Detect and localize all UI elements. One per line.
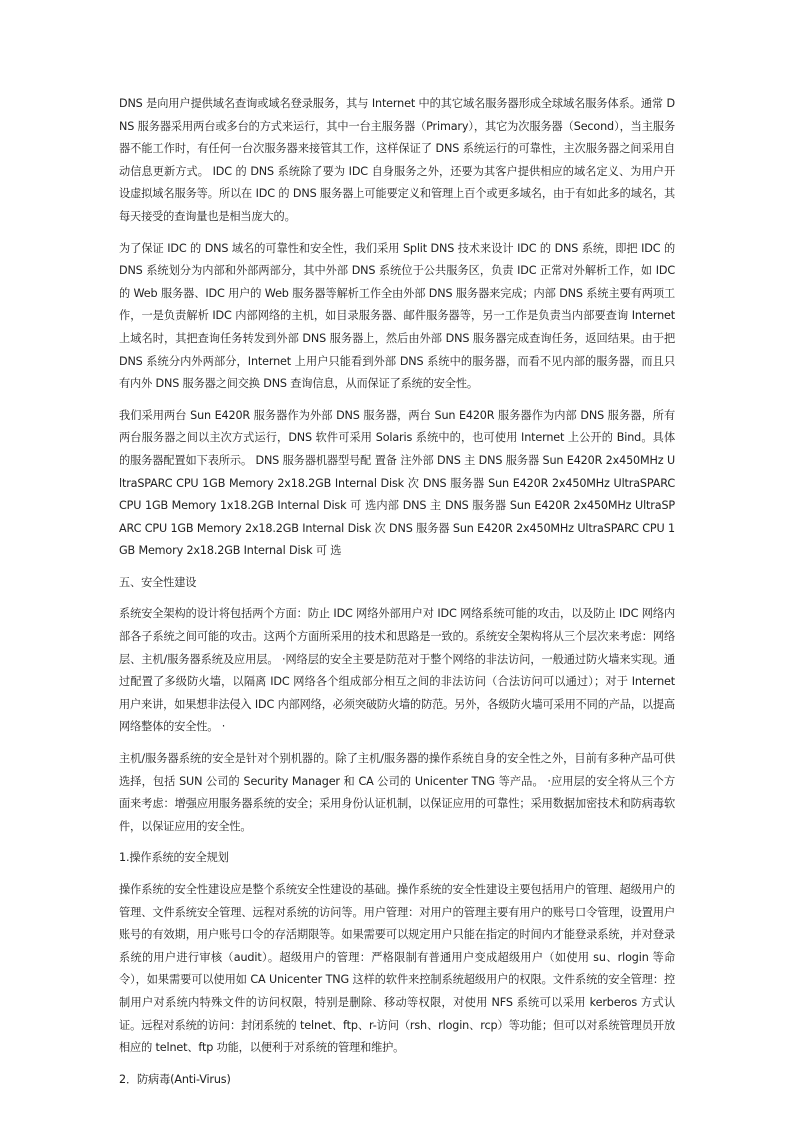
- security-architecture-paragraph: 系统安全架构的设计将包括两个方面：防止 IDC 网络外部用户对 IDC 网络系统可能的攻击，以及防止 IDC 网络内部各子系统之间可能的攻击。这两个方面所采用的技术和思路是一致的。系统安全架构将从三个层次来考虑：网络层、主机/服务器系统及应用层。 ·网络层的安全主要是防范对于整个网络的非法访问，一般通过防火墙来实现。通过配置了多级防火墙，以隔离 IDC 网络各个组成部分相互之间的非法访问（合法访问可以通过）；对于 Internet 用户来讲，如果想非法侵入 IDC 内部网络，必须突破防火墙的防范。另外，各级防火墙可采用不同的产品，以提高网络整体的安全性。 ·: [119, 607, 675, 734]
- anti-virus-subsection-title: 2．防病毒(Anti-Virus): [119, 1072, 231, 1086]
- os-security-subsection-title: 1.操作系统的安全规划: [119, 851, 229, 865]
- split-dns-paragraph: 为了保证 IDC 的 DNS 域名的可靠性和安全性，我们采用 Split DNS 技术来设计 IDC 的 DNS 系统，即把 IDC 的 DNS 系统划分为内部和外部两部分，其中外部 DNS 系统位于公共服务区，负责 IDC 正常对外解析工作，如 IDC 的 Web 服务器、IDC 用户的 Web 服务器等解析工作全由外部 DNS 服务器来完成；内部 DNS 系统主要有两项工作，一是负责解析 IDC 内部网络的主机，如目录服务器、邮件服务器等，另一工作是负责当内部要查询 Internet 上域名时，其把查询任务转发到外部 DNS 服务器上，然后由外部 DNS 服务器完成查询任务，返回结果。由于把 DNS 系统分内外两部分，Internet 上用户只能看到外部 DNS 系统中的服务器，而看不见内部的服务器，而且只有内外 DNS 服务器之间交换 DNS 查询信息，从而保证了系统的安全性。: [119, 241, 675, 391]
- document-page: [119, 93, 675, 1100]
- security-section-title: 五、安全性建设: [119, 575, 197, 589]
- dns-intro-paragraph: DNS 是向用户提供域名查询或域名登录服务，其与 Internet 中的其它域名服务器形成全球域名服务体系。通常 DNS 服务器采用两台或多台的方式来运行，其中一台主服务器（Primary），其它为次服务器（Second），当主服务器不能工作时，有任何一台次服务器来接管其工作，这样保证了 DNS 系统运行的可靠性，主次服务器之间采用自动信息更新方式。 IDC 的 DNS 系统除了要为 IDC 自身服务之外，还要为其客户提供相应的域名定义、为用户开设虚拟域名服务等。所以在 IDC 的 DNS 服务器上可能要定义和管理上百个或更多域名，由于有如此多的域名，其每天接受的查询量也是相当庞大的。: [119, 97, 675, 223]
- os-security-paragraph: 操作系统的安全性建设应是整个系统安全性建设的基础。操作系统的安全性建设主要包括用户的管理、超级用户的管理、文件系统安全管理、远程对系统的访问等。用户管理：对用户的管理主要有用户的账号口令管理，设置用户账号的有效期，用户账号口令的存活期限等。如果需要可以规定用户只能在指定的时间内才能登录系统，并对登录系统的用户进行审核（audit）。超级用户的管理：严格限制有普通用户变成超级用户（如使用 su、rlogin 等命令），如果需要可以使用如 CA Unicenter TNG 这样的软件来控制系统超级用户的权限。文件系统的安全管理：控制用户对系统内特殊文件的访问权限，特别是删除、移动等权限，对使用 NFS 系统可以采用 kerberos 方式认证。远程对系统的访问：封闭系统的 telnet、ftp、r-访问（rsh、rlogin、rcp）等功能；但可以对系统管理员开放相应的 telnet、ftp 功能，以便利于对系统的管理和维护。: [119, 883, 675, 1055]
- dns-server-config-paragraph: 我们采用两台 Sun E420R 服务器作为外部 DNS 服务器，两台 Sun E420R 服务器作为内部 DNS 服务器，所有两台服务器之间以主次方式运行，DNS 软件可采用 Solaris 系统中的，也可使用 Internet 上公开的 Bind。具体的服务器配置如下表所示。 DNS 服务器机器型号配 置备 注外部 DNS 主 DNS 服务器 Sun E420R 2x450MHz UltraSPARC CPU 1GB Memory 2x18.2GB Internal Disk 次 DNS 服务器 Sun E420R 2x450MHz UltraSPARC CPU 1GB Memory 1x18.2GB Internal Disk 可 选内部 DNS 主 DNS 服务器 Sun E420R 2x450MHz UltraSPARC CPU 1GB Memory 2x18.2GB Internal Disk 次 DNS 服务器 Sun E420R 2x450MHz UltraSPARC CPU 1GB Memory 2x18.2GB Internal Disk 可 选: [119, 408, 675, 558]
- host-server-security-paragraph: 主机/服务器系统的安全是针对个别机器的。除了主机/服务器的操作系统自身的安全性之外，目前有多种产品可供选择，包括 SUN 公司的 Security Manager 和 CA 公司的 Unicenter TNG 等产品。 ·应用层的安全将从三个方面来考虑：增强应用服务器系统的安全；采用身份认证机制，以保证应用的可靠性；采用数据加密技术和防病毒软件，以保证应用的安全性。: [119, 752, 675, 833]
